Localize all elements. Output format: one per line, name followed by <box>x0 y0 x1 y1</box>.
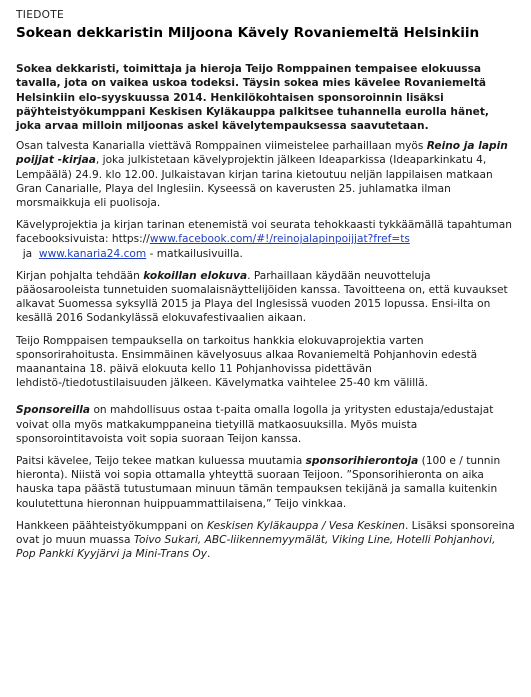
lead-paragraph: Sokea dekkaristi, toimittaja ja hieroja Teijo Romppainen tempaisee elokuussa tavalla, jota on vaikea uskoa todeksi. Täysin sokea mies kävelee Rovaniemeltä Helsinkiin elo-syyskuussa 2014. Henkilökohtaisen sponsoroinnin lisäksi päÿhteistyökumppani Keskisen Kyläkauppa palkitsee tuhannella eurolla hänet, joka arvaa milloin miljoonas askel kävelytempauksessa saavutetaan. <box>16 63 489 133</box>
paragraph-text: (100 e / tunnin hieronta). Niistä voi sopia ottamalla yhteyttä suoraan Teijoon. ”Sponsorihieronta on aika hauska tapa päästä tutustumaan minuun tämän tempauksen tekijänä ja samalla kuitenkin koulutettuna hieronnan huippuammattilaisena,” Teijo vinkkaa. <box>16 455 501 510</box>
paragraph-text: Paitsi kävelee, Teijo tekee matkan kuluessa muutamia <box>16 455 306 468</box>
film-emphasis: kokoillan elokuva <box>143 269 248 282</box>
facebook-link[interactable]: www.facebook.com/#!/reinojalapinpoijjat?fref=ts <box>149 233 410 246</box>
paragraph-film <box>16 269 515 326</box>
paragraph-text: Kirjan pohjalta tehdään <box>16 269 144 282</box>
paragraph-text: Osan talvesta Kanarialla viettävä Romppainen viimeistelee parhaillaan myös <box>16 140 427 153</box>
paragraph-walk: Teijo Romppaisen tempauksella on tarkoitus hankkia elokuvaprojektia varten sponsorirahoitusta. Ensimmäinen kävelyosuus alkaa Rovaniemeltä Pohjanhovin edestä maanantaina 18. päivä elokuuta kello 11 Pohjanhovissa pidettävän lehdistö-/tiedotustilaisuuden jälkeen. Kävelymatka vaihtelee 25-40 km välillä. <box>16 334 478 390</box>
paragraph-text: , joka julkistetaan kävelyprojektin jälkeen Ideaparkissa (Ideaparkinkatu 4, Lempäälä) 24.9. klo 12.00. Julkaistavan kirjan tarina kietoutuu neljän lappilaisen matkaan Gran Canarialle, Playa del Inglesiin. Kyseessä on kaverusten 25. juhlamatka ilman morsmaikkuja eli puolisoja. <box>16 154 493 210</box>
paragraph-follow <box>16 218 515 261</box>
sponsors-emphasis: Sponsoreilla <box>16 404 91 417</box>
paragraph-partners <box>16 519 515 562</box>
main-partner: Keskisen Kyläkauppa / Vesa Keskinen <box>207 519 405 532</box>
paragraph-text: ja <box>16 247 39 260</box>
paragraph-massage <box>16 454 515 511</box>
paragraph-text: . Parhaillaan käydään neuvotteluja pääosarooleista tunnetuiden suomalaisnäyttelijöiden kanssa. Tavoitteena on, että kuvaukset alkavat Suomessa syksyllä 2015 ja Playa del Inglesissä vuoden 2015 lopussa. Ensi-ilta on kesällä 2016 Sodankylässä elokuvafestivaalien aikaan. <box>16 269 508 325</box>
paragraph-text: Hankkeen päähteistyökumppani on <box>16 519 208 532</box>
paragraph-text: Kävelyprojektia ja kirjan tarinan etenemistä voi seurata tehokkaasti tykkäämällä tapahtuman facebooksivuista: https:// <box>16 219 512 246</box>
book-title: Reino ja lapin poijjat -kirjaa <box>16 140 508 167</box>
page-title: Sokean dekkaristin Miljoona Kävely Rovaniemeltä Helsinkiin <box>16 25 480 42</box>
paragraph-text: . <box>207 548 211 561</box>
document-label: TIEDOTE <box>16 9 65 21</box>
paragraph-text: . Lisäksi sponsoreina ovat jo muun muassa <box>16 519 515 547</box>
sponsor-list: Toivo Sukari, ABC-liikennemyymälät, Viking Line, Hotelli Pohjanhovi, Pop Pankki Kyyjärvi ja Mini-Trans Oy <box>16 534 496 561</box>
kanaria24-link[interactable]: www.kanaria24.com <box>38 247 147 260</box>
paragraph-text: - matkailusivuilla. <box>146 247 243 260</box>
paragraph-sponsors <box>16 403 515 446</box>
massage-emphasis: sponsorihierontoja <box>305 455 419 468</box>
paragraph-book <box>16 139 515 210</box>
paragraph-text: on mahdollisuus ostaa t-paita omalla logolla ja yritysten edustaja/edustajat voivat olla myös matkakumppaneina tietyillä matkaosuuksilla. Myös muista sponsorointitavoista voit sopia suoraan Teijon kanssa. <box>16 404 494 445</box>
